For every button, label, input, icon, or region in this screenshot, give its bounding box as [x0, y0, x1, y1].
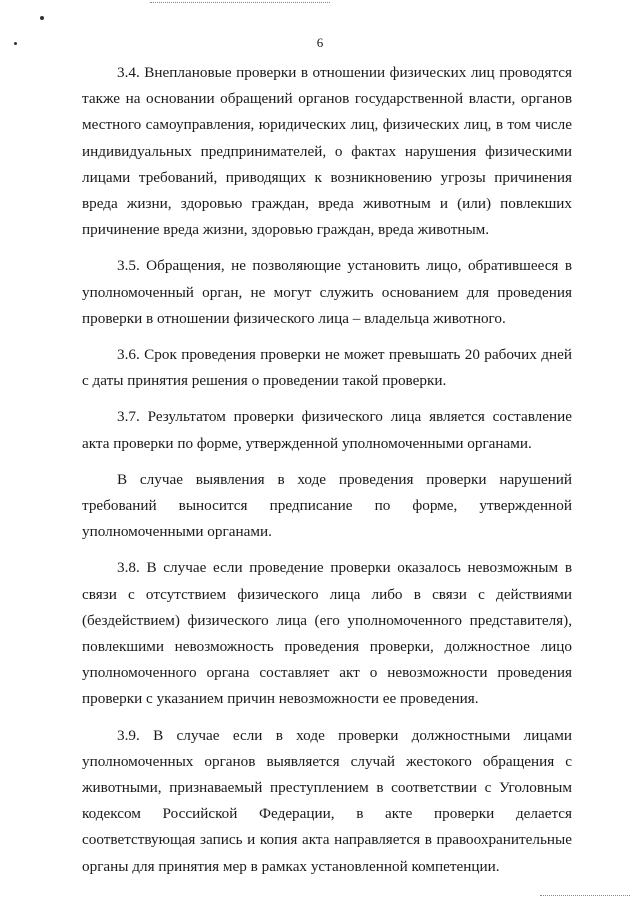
paragraph-3-6: 3.6. Срок проведения проверки не может превышать 20 рабочих дней с даты принятия решения о проведении такой проверки.	[82, 346, 572, 390]
paragraph-3-9: 3.9. В случае если в ходе проверки должностными лицами уполномоченных органов выявляется случай жестокого обращения с животными, признаваемый преступлением в соответствии с Уголовным кодексом Российской Федерации, в акте проверки делается соответствующая запись и копия акта направляется в правоохранительные органы для принятия мер в рамках установленной компетенции.	[82, 726, 572, 875]
paragraph-3-7-violations: В случае выявления в ходе проведения проверки нарушений требований выносится предписание по форме, утвержденной уполномоченными органами.	[82, 470, 572, 541]
document-body	[82, 60, 572, 890]
page-number: 6	[316, 35, 324, 50]
scan-edge-line	[540, 895, 630, 896]
scan-dot-mark	[40, 16, 44, 20]
paragraph-3-8: 3.8. В случае если проведение проверки оказалось невозможным в связи с отсутствием физического лица либо в связи с действиями (бездействием) физического лица (его уполномоченного представителя), повлекшими невозможность проведения проверки, должностное лицо уполномоченного органа составляет акт о невозможности проведения проверки с указанием причин невозможности ее проведения.	[82, 559, 572, 708]
paragraph-3-4: 3.4. Внеплановые проверки в отношении физических лиц проводятся также на основании обращений органов государственной власти, органов местного самоуправления, юридических лиц, физических лиц, в том числе индивидуальных предпринимателей, о фактах нарушения физическими лицами требований, приводящих к возникновению угрозы причинения вреда жизни, здоровью граждан, вреда животным и (или) повлекших причинение вреда жизни, здоровью граждан, вреда животным.	[82, 64, 572, 239]
paragraph-3-5: 3.5. Обращения, не позволяющие установить лицо, обратившееся в уполномоченный орган, не могут служить основанием для проведения проверки в отношении физического лица – владельца животного.	[82, 257, 572, 327]
paragraph-3-7: 3.7. Результатом проверки физического лица является составление акта проверки по форме, утвержденной уполномоченными органами.	[82, 408, 572, 452]
scan-edge-line	[150, 2, 330, 3]
